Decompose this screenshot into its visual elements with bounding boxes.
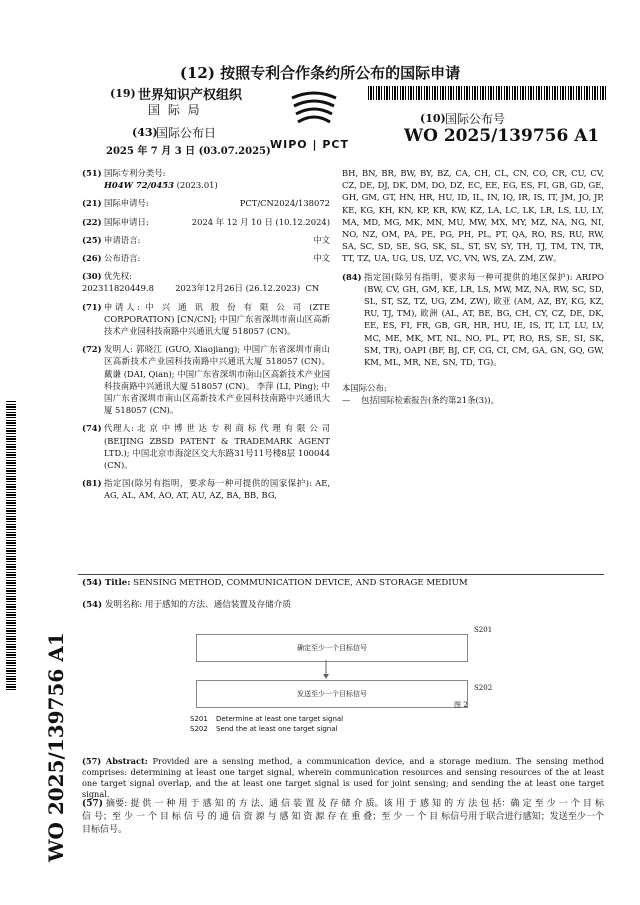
pubno-value: WO 2025/139756 A1 — [404, 126, 600, 146]
wipo-logo-icon — [284, 88, 344, 138]
field-84-value: 指定国(除另有指明，要求每一种可提供的地区保护): ARIPO (BW, CV, GH, GM, KE, LR, LS, MW, MZ, NA, RW, SC, SD, SL, ST, SZ, TZ, UG, ZM, ZW), 欧亚 (AM, AZ, BY, KG, KZ, RU, TJ, TM), 欧洲 (AL, AT, BE, BG, CH, CY, CZ, DE, DK, EE, ES, FI, FR, GB, GR, HR, HU, IE, IS, IT, LT, LU, LV, MC, ME, MK, MT, NL, NO, PL, PT, RO, RS, SE, SI, SK, SM, TR), OAPI (BF, BJ, CF, CG, CI, CM, GA, GN, GQ, GW, KM, ML, MR, NE, SN, TD, TG)。 — [364, 271, 604, 368]
field-30-code: (30) — [82, 271, 102, 282]
abstract-zh-code: (57) — [82, 799, 104, 809]
title-zh-code: (54) — [82, 600, 103, 610]
field-74-code: (74) — [82, 423, 102, 434]
figure-label: 图 2 — [454, 701, 468, 709]
field-26 — [82, 252, 330, 264]
pubno-code: (10) — [420, 112, 446, 125]
field-51-code: (51) — [82, 168, 102, 178]
flow-ref-s202: S202 — [474, 684, 493, 692]
abstract-zh-label: 摘要: — [106, 799, 128, 809]
legend-ref-1: S201 — [190, 715, 208, 723]
abstract-zh — [82, 798, 604, 837]
pubdate-code: (43) — [132, 126, 158, 139]
field-71 — [82, 301, 330, 338]
flow-ref-s201: S201 — [474, 626, 493, 634]
field-26-code: (26) — [82, 253, 102, 264]
field-21-value: PCT/CN2024/138072 — [239, 198, 330, 209]
field-81 — [82, 477, 330, 501]
org-bureau: 国 际 局 — [148, 103, 202, 117]
field-51-year: (2023.01) — [176, 180, 218, 191]
flow-box-s201: 确定至少一个目标信号 — [196, 634, 468, 662]
field-26-label: 公布语言: — [104, 253, 141, 264]
field-22-code: (22) — [82, 216, 102, 227]
barcode-icon — [368, 86, 608, 100]
field-81-code: (81) — [82, 478, 102, 489]
field-81-continued: BH, BN, BR, BW, BY, BZ, CA, CH, CL, CN, CO, CR, CU, CV, CZ, DE, DJ, DK, DM, DO, DZ, EC, EE, EG, ES, FI, GB, GD, GE, GH, GM, GT, HN, HR, HU, ID, IL, IN, IQ, IR, IS, IT, JM, JO, JP, KE, KG, KH, KN, KP, KR, KW, KZ, LA, LC, LK, LR, LS, LU, LY, MA, MD, MG, MK, MN, MU, MW, MX, MY, MZ, NA, NG, NI, NO, NZ, OM, PA, PE, PG, PH, PL, PT, QA, RO, RS, RU, RW, SA, SC, SD, SE, SG, SK, SL, ST, SV, SY, TH, TJ, TM, TN, TR, TT, TZ, UA, UG, US, UZ, VC, VN, WS, ZA, ZM, ZW。 — [342, 168, 604, 264]
side-pub-number: WO 2025/139756 A1 — [44, 632, 68, 862]
right-column — [342, 167, 604, 407]
field-21 — [82, 197, 330, 209]
field-25-value: 中文 — [313, 234, 330, 245]
abstract-zh-text: 提 供 一 种 用 于 感 知 的 方 法、通 信 装 置 及 存 储 介 质。该 用 于 感 知 的 方 法 包 括：确 定 至 少 一 个 目 标 信 号；至 少 一 个 目 标 信 号 的 通 信 资 源 与 感 知 资 源 存 在 重 叠；至 少 一 个 目 标信号用于联合进行感知；发送至少一个目标信号。 — [82, 799, 604, 835]
title-en-code: (54) — [82, 578, 103, 588]
field-30-value: 202311820449.8 2023年12月26日 (26.12.2023) CN — [82, 283, 320, 294]
field-51 — [82, 167, 330, 191]
org-name: 世界知识产权组织 — [138, 88, 243, 103]
flow-arrow-icon — [320, 660, 332, 680]
field-30-label: 优先权: — [104, 271, 132, 282]
org-code: (19) — [110, 87, 136, 100]
legend-text-1: Determine at least one target signal — [216, 715, 344, 723]
field-51-label: 国际专利分类号: — [104, 168, 166, 178]
pubdate-label: 国际公布日 — [156, 126, 217, 140]
title-en — [82, 578, 468, 588]
field-26-value: 中文 — [313, 253, 330, 264]
title-en-text: SENSING METHOD, COMMUNICATION DEVICE, AND STORAGE MEDIUM — [133, 578, 468, 588]
document-title: (12) 按照专利合作条约所公布的国际申请 — [179, 64, 461, 82]
field-21-label: 国际申请号: — [104, 198, 149, 209]
field-22 — [82, 216, 330, 228]
title-zh-text: 用于感知的方法、通信装置及存储介质 — [144, 600, 291, 610]
pubdate-value: 2025 年 7 月 3 日 (03.07.2025) — [106, 146, 271, 157]
field-74 — [82, 422, 330, 471]
field-84-code: (84) — [342, 271, 362, 282]
abstract-en-label: Abstract: — [105, 756, 148, 766]
figure-legend — [190, 714, 343, 734]
field-84 — [342, 271, 604, 369]
publication-label: 本国际公布: — [342, 383, 387, 394]
title-en-label: Title: — [104, 578, 131, 588]
abstract-en — [82, 756, 604, 800]
field-72 — [82, 343, 330, 416]
field-72-code: (72) — [82, 344, 102, 355]
publication-item: — 包括国际检索报告(条约第21条(3))。 — [342, 395, 499, 406]
field-74-value: 代理人: 北 京 中 博 世 达 专 利 商 标 代 理 有 限 公 司 (BEIJING ZBSD PATENT & TRADEMARK AGENT LTD.); 中国北京市海淀区交大东路31号11号楼8层 100044 (CN)。 — [104, 423, 330, 471]
field-25-code: (25) — [82, 234, 102, 245]
legend-ref-2: S202 — [190, 725, 208, 733]
field-22-label: 国际申请日: — [104, 216, 149, 227]
wipo-pct-logo-text: WIPO | PCT — [270, 138, 349, 151]
left-column — [82, 167, 330, 502]
divider — [78, 574, 604, 575]
field-22-value: 2024 年 12 月 10 日 (10.12.2024) — [191, 216, 330, 227]
pubno-label: 国际公布号 — [445, 112, 506, 126]
title-zh — [82, 598, 291, 610]
field-81-value: 指定国(除另有指明，要求每一种可提供的国家保护): AE, AG, AL, AM, AO, AT, AU, AZ, BA, BB, BG, — [104, 478, 330, 501]
field-25 — [82, 234, 330, 246]
field-51-value: H04W 72/0453 — [104, 180, 174, 191]
field-71-code: (71) — [82, 301, 102, 312]
abstract-en-text: Provided are a sensing method, a communication device, and a storage medium. The sensing method comprises: determining at least one target signal, wherein communication resources and sensing resources of the at least one target signal overlap, and the at least one target signal is used for joint sensing; and sending the at least one target signal. — [82, 756, 605, 799]
flow-box-s202: 发送至少一个目标信号 — [196, 680, 468, 708]
legend-text-2: Send the at least one target signal — [216, 725, 338, 733]
field-71-value: 申请人: 中 兴 通 讯 股 份 有 限 公 司 (ZTE CORPORATION) [CN/CN]; 中国广东省深圳市南山区高新技术产业园科技南路中兴通讯大厦 518057 (CN)。 — [104, 301, 330, 337]
field-21-code: (21) — [82, 198, 102, 209]
field-30 — [82, 270, 330, 282]
field-25-label: 申请语言: — [104, 234, 141, 245]
side-barcode-icon — [6, 400, 16, 690]
title-zh-label: 发明名称: — [104, 600, 143, 610]
field-72-value: 发明人: 郭晓江 (GUO, Xiaojiang); 中国广东省深圳市南山区高新技术产业园科技南路中兴通讯大厦 518057 (CN)。 戴谦 (DAI, Qian); 中国广东省深圳市南山区高新技术产业园科技南路中兴通讯大厦 518057 (CN)。 李萍 (LI, Ping); 中国广东省深圳市南山区高新技术产业园科技南路中兴通讯大厦 518057 (CN)。 — [104, 344, 330, 416]
abstract-en-code: (57) — [82, 756, 102, 766]
